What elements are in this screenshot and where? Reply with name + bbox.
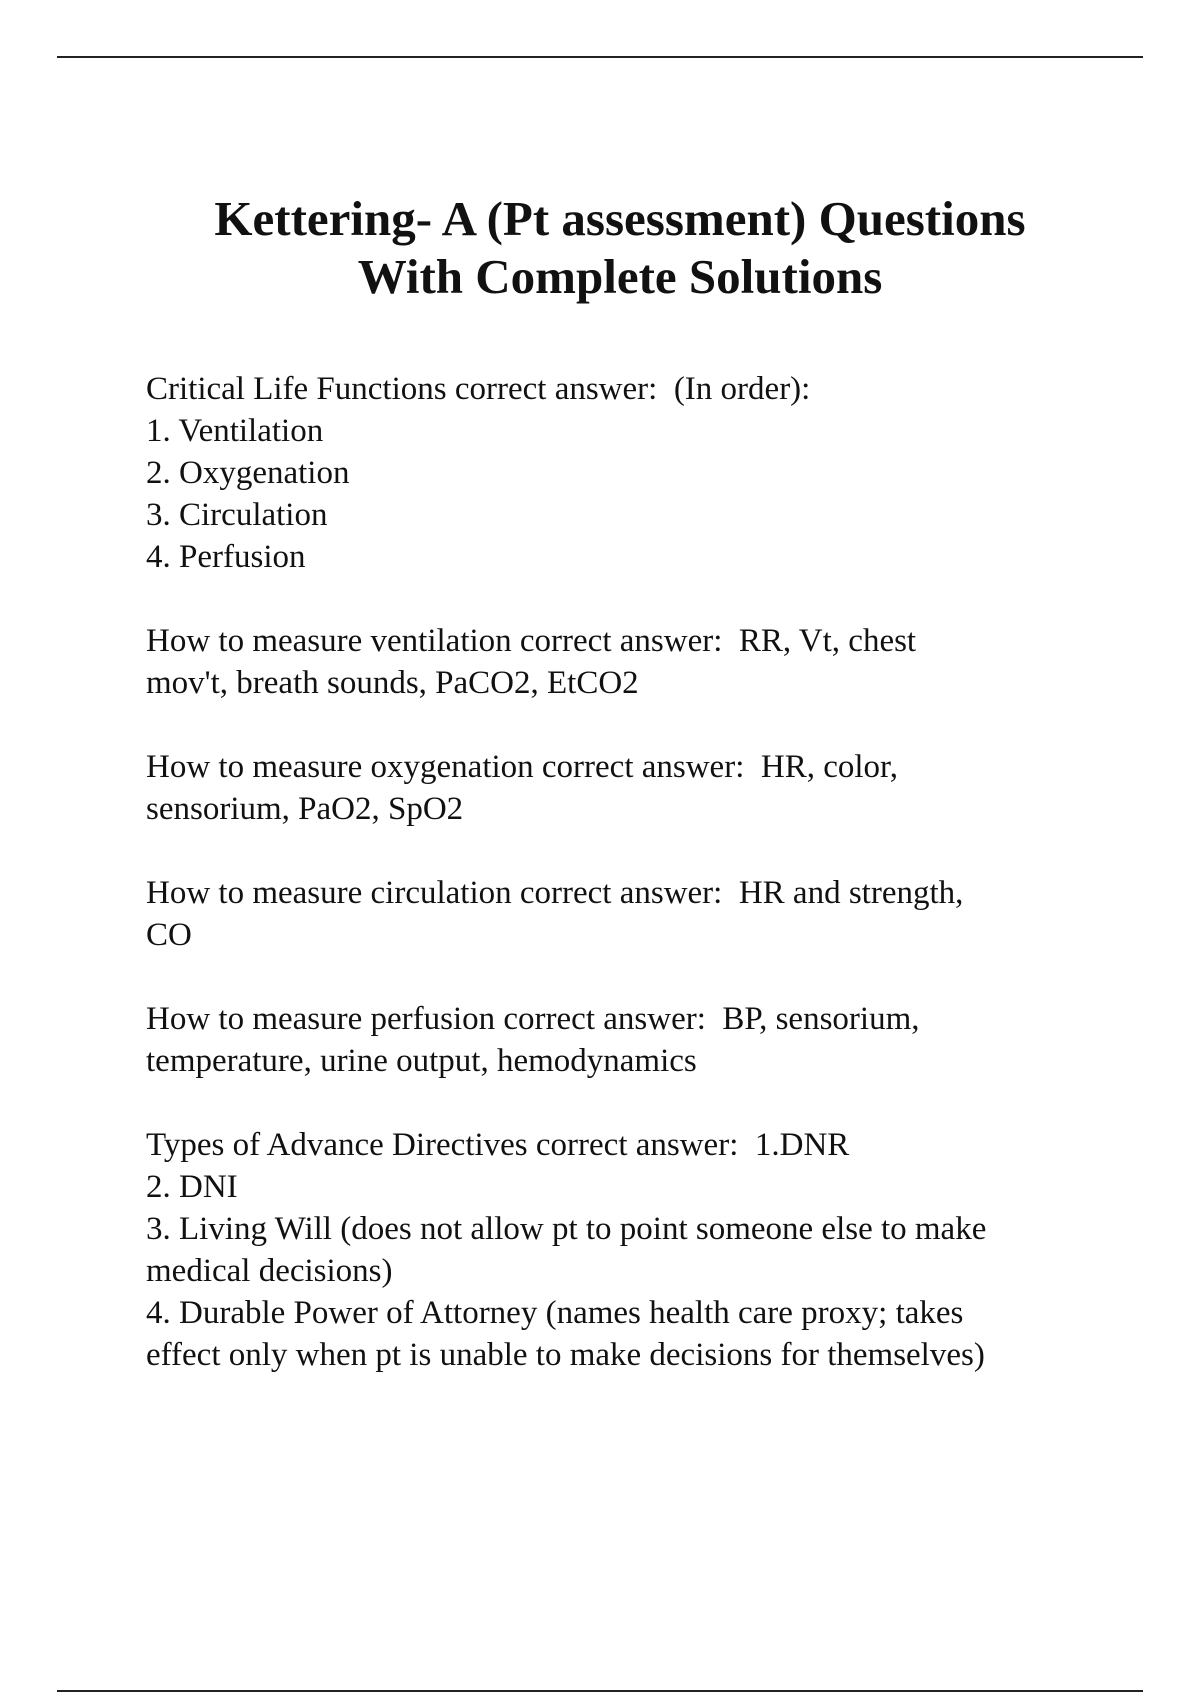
text-line: temperature, urine output, hemodynamics [146,1043,697,1079]
qa-critical-life-functions [146,368,1156,578]
list-item: 4. Durable Power of Attorney (names health care proxy; takes [146,1295,964,1331]
header-rule [57,56,1143,58]
list-item: 4. Perfusion [146,539,306,575]
qa-measure-perfusion [146,998,1156,1082]
qa-advance-directives [146,1124,1156,1376]
page-title [90,190,1150,306]
list-item: 2. DNI [146,1169,238,1205]
text-line: medical decisions) [146,1253,393,1289]
text-line: CO [146,917,192,953]
document-body [146,368,1156,1418]
text-line: sensorium, PaO2, SpO2 [146,791,464,827]
qa-measure-ventilation [146,620,1156,704]
list-item: 1. Ventilation [146,413,324,449]
title-line-2: With Complete Solutions [357,249,883,304]
title-line-1: Kettering- A (Pt assessment) Questions [214,191,1026,246]
text-line: How to measure perfusion correct answer: BP, sensorium, [146,1001,920,1037]
qa-measure-oxygenation [146,746,1156,830]
list-item: 3. Living Will (does not allow pt to point someone else to make [146,1211,987,1247]
text-line: Types of Advance Directives correct answer: 1.DNR [146,1127,850,1163]
list-item: 2. Oxygenation [146,455,350,491]
text-line: How to measure oxygenation correct answer: HR, color, [146,749,898,785]
text-line: mov't, breath sounds, PaCO2, EtCO2 [146,665,639,701]
list-item: 3. Circulation [146,497,328,533]
text-line: Critical Life Functions correct answer: (In order): [146,371,811,407]
text-line: How to measure ventilation correct answer: RR, Vt, chest [146,623,917,659]
text-line: effect only when pt is unable to make decisions for themselves) [146,1337,985,1373]
footer-rule [57,1690,1143,1692]
text-line: How to measure circulation correct answer: HR and strength, [146,875,964,911]
qa-measure-circulation [146,872,1156,956]
